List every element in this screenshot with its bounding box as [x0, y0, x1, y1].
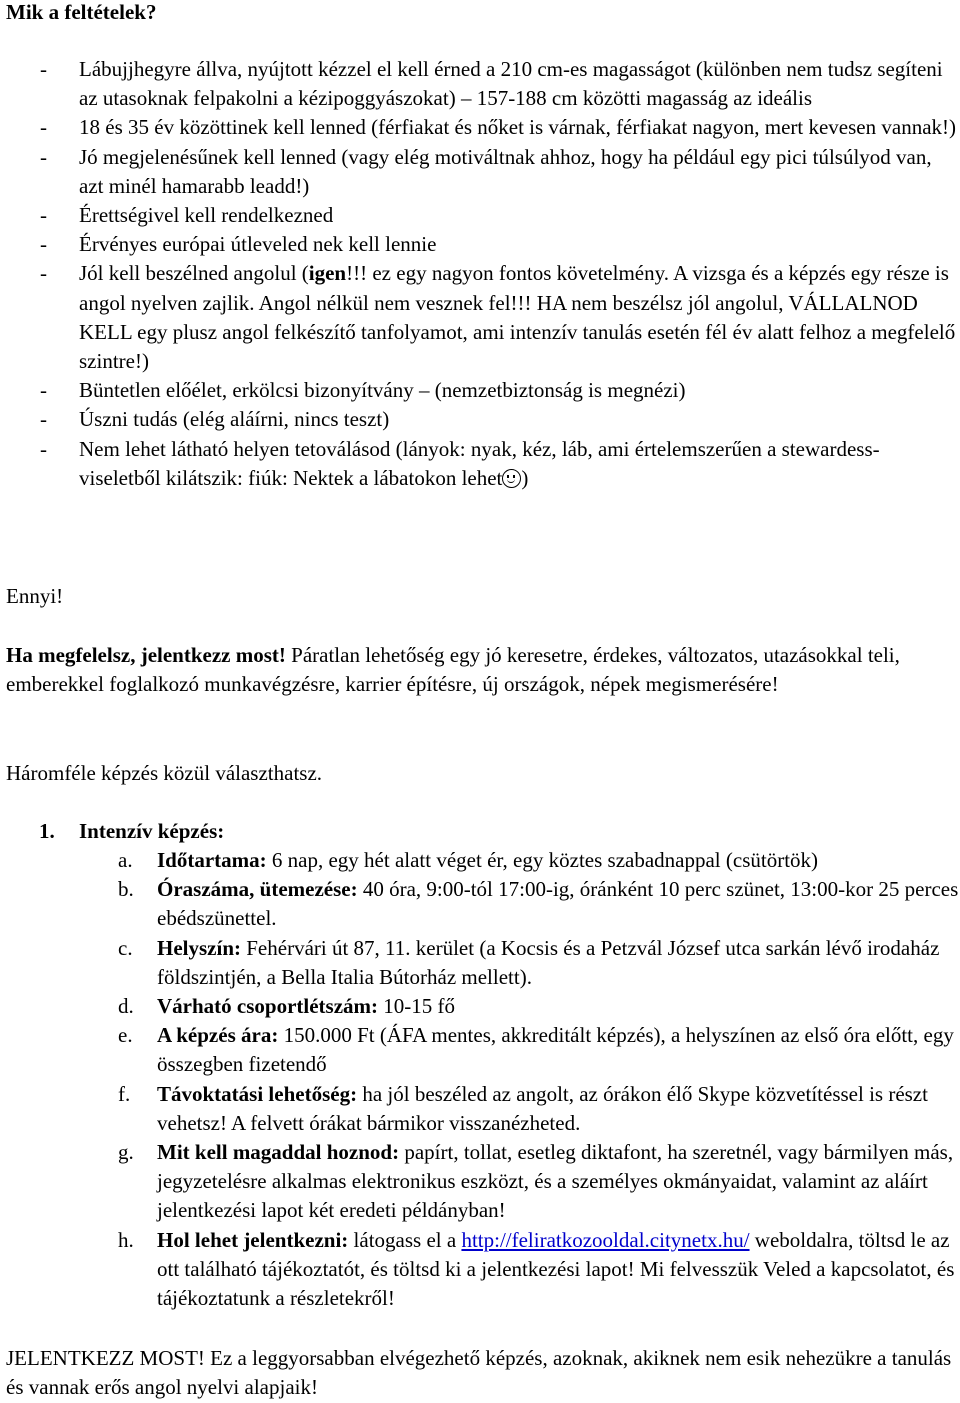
course-number: 1. — [39, 819, 55, 843]
item-letter: c. — [118, 935, 133, 960]
requirement-text: 18 és 35 év közöttinek kell lenned (férfiakat és nőket is várnak, férfiakat nagyon, mert kevesen vannak!) — [79, 115, 956, 140]
dash-bullet: - — [40, 115, 47, 140]
course-name: Intenzív képzés: — [79, 819, 225, 843]
detail-label: Várható csoportlétszám: — [157, 994, 379, 1019]
requirement-item — [6, 405, 956, 434]
cta-paragraph — [6, 641, 956, 699]
requirement-text: Érettségivel kell rendelkezned — [79, 203, 334, 228]
course-detail-item — [6, 1226, 960, 1314]
course-detail-item — [6, 846, 960, 875]
requirement-text: Nem lehet látható helyen tetoválásod (lányok: nyak, kéz, láb, ami értelemszerűen a stewardess-viseletből kilátszik: fiúk: Nektek a lábatokon lehet — [79, 436, 880, 490]
dash-bullet: - — [40, 407, 47, 432]
detail-label: Időtartama: — [157, 848, 267, 872]
detail-text: látogass el a — [348, 1227, 462, 1252]
course-detail-item — [6, 934, 960, 992]
closing-paragraph: JELENTKEZZ MOST! Ez a leggyorsabban elvégezhető képzés, azoknak, akiknek nem esik nehezükre a tanulás és vannak erős angol nyelvi alapjaik! — [6, 1346, 952, 1399]
detail-label: Hol lehet jelentkezni: — [157, 1227, 349, 1252]
dash-bullet: - — [40, 436, 47, 461]
detail-label: A képzés ára: — [157, 1023, 279, 1048]
requirement-item — [6, 259, 956, 376]
dash-bullet: - — [40, 203, 47, 228]
requirement-text: Lábujjhegyre állva, nyújtott kézzel el kell érned a 210 cm-es magasságot (különben nem tudsz segíteni az utasoknak felpakolni a kézipoggyászokat) – 157-188 cm közötti magasság az ideális — [79, 57, 943, 111]
requirement-text: igen — [308, 261, 347, 286]
dash-bullet: - — [40, 261, 47, 286]
detail-label: Mit kell magaddal hoznod: — [157, 1140, 400, 1165]
item-letter: e. — [118, 1023, 133, 1048]
course-details-list — [6, 846, 960, 1313]
requirement-item — [6, 143, 956, 201]
course-title — [39, 817, 224, 846]
detail-text-after: weboldalra, töltsd le az ott található tájékoztatót, és töltsd ki a jelentkezési lapot! Mi felvesszük Veled a kapcsolatot, és tájékoztatunk a részletekről! — [157, 1227, 955, 1311]
detail-label: Helyszín: — [157, 935, 241, 960]
requirement-text: !!! ez egy nagyon fontos követelmény. A vizsga és a képzés egy része is angol nyelven zajlik. Angol nélkül nem vesznek fel!!! HA nem beszélsz jól angolul, VÁLLALNOD KELL egy plusz angol felkészítő tanfolyamot, ami intenzív tanulás esetén fél év alatt felhoz a megfelelő szintre!) — [79, 261, 956, 374]
requirement-text: Jól kell beszélned angolul ( — [79, 261, 309, 286]
dash-bullet: - — [40, 378, 47, 403]
detail-text: 6 nap, egy hét alatt véget ér, egy köztes szabadnappal (csütörtök) — [266, 848, 819, 872]
item-letter: b. — [118, 877, 134, 902]
course-detail-item — [6, 1021, 960, 1079]
requirements-list — [6, 55, 956, 493]
detail-text: papírt, tollat, esetleg diktafont, ha szeretnél, vagy bármilyen más, jegyzetelésre alkalmas elektronikus eszközt, és a személyes okmányaidat, valamint az aláírt jelentkezési lapot két eredeti példányban! — [157, 1140, 954, 1223]
item-letter: a. — [118, 848, 133, 872]
course-detail-item — [6, 1138, 960, 1226]
item-letter: h. — [118, 1227, 134, 1252]
requirement-item — [6, 201, 956, 230]
requirement-item — [6, 55, 956, 113]
requirement-text: Büntetlen előélet, erkölcsi bizonyítvány – (nemzetbiztonság is megnézi) — [79, 378, 686, 403]
item-letter: f. — [118, 1081, 131, 1106]
smiley-icon — [502, 469, 521, 488]
detail-text: 150.000 Ft (ÁFA mentes, akkreditált képzés), a helyszínen az első óra előtt, egy összegben fizetendő — [157, 1023, 954, 1077]
dash-bullet: - — [40, 57, 47, 81]
cta-text: Páratlan lehetőség egy jó keresetre, érdekes, változatos, utazásokkal teli, emberekkel foglalkozó munkavégzésre, karrier építésre, új országok, népek megismerésére! — [6, 643, 900, 696]
ennyi-text: Ennyi! — [6, 584, 64, 608]
course-detail-item — [6, 875, 960, 933]
detail-label: Óraszáma, ütemezése: — [157, 877, 358, 902]
detail-text: ha jól beszéled az angolt, az órákon élő Skype közvetítéssel is részt vehetsz! A felvett órákat bármikor visszanézheted. — [157, 1081, 928, 1135]
dash-bullet: - — [40, 144, 47, 169]
cta-bold: Ha megfelelsz, jelentkezz most! — [6, 643, 286, 667]
requirement-item — [6, 230, 956, 259]
requirement-text: ) — [521, 465, 529, 490]
requirement-item — [6, 376, 956, 405]
detail-text: 40 óra, 9:00-tól 17:00-ig, óránként 10 perc szünet, 13:00-kor 25 perces ebédszünettel. — [157, 877, 959, 931]
requirement-text: Jó megjelenésűnek kell lenned (vagy elég motiváltnak ahhoz, hogy ha például egy pici túlsúlyod van, azt minél hamarabb leadd!) — [79, 144, 932, 198]
dash-bullet: - — [40, 232, 47, 257]
detail-text: Fehérvári út 87, 11. kerület (a Kocsis és a Petzvál József utca sarkán lévő irodaház földszintjén, a Bella Italia Bútorház mellett). — [157, 935, 940, 989]
item-letter: d. — [118, 994, 134, 1019]
item-letter: g. — [118, 1140, 134, 1165]
choose-text: Háromféle képzés közül választhatsz. — [6, 761, 323, 785]
section-heading: Mik a feltételek? — [6, 0, 157, 24]
requirement-text: Úszni tudás (elég aláírni, nincs teszt) — [79, 407, 390, 432]
course-detail-item — [6, 992, 960, 1021]
detail-text: 10-15 fő — [378, 994, 456, 1019]
course-detail-item — [6, 1080, 960, 1138]
requirement-item — [6, 435, 956, 493]
requirement-item — [6, 113, 956, 142]
detail-label: Távoktatási lehetőség: — [157, 1081, 358, 1106]
requirement-text: Érvényes európai útleveled nek kell lennie — [79, 232, 437, 257]
registration-link[interactable]: http://feliratkozooldal.citynetx.hu/ — [461, 1227, 750, 1252]
